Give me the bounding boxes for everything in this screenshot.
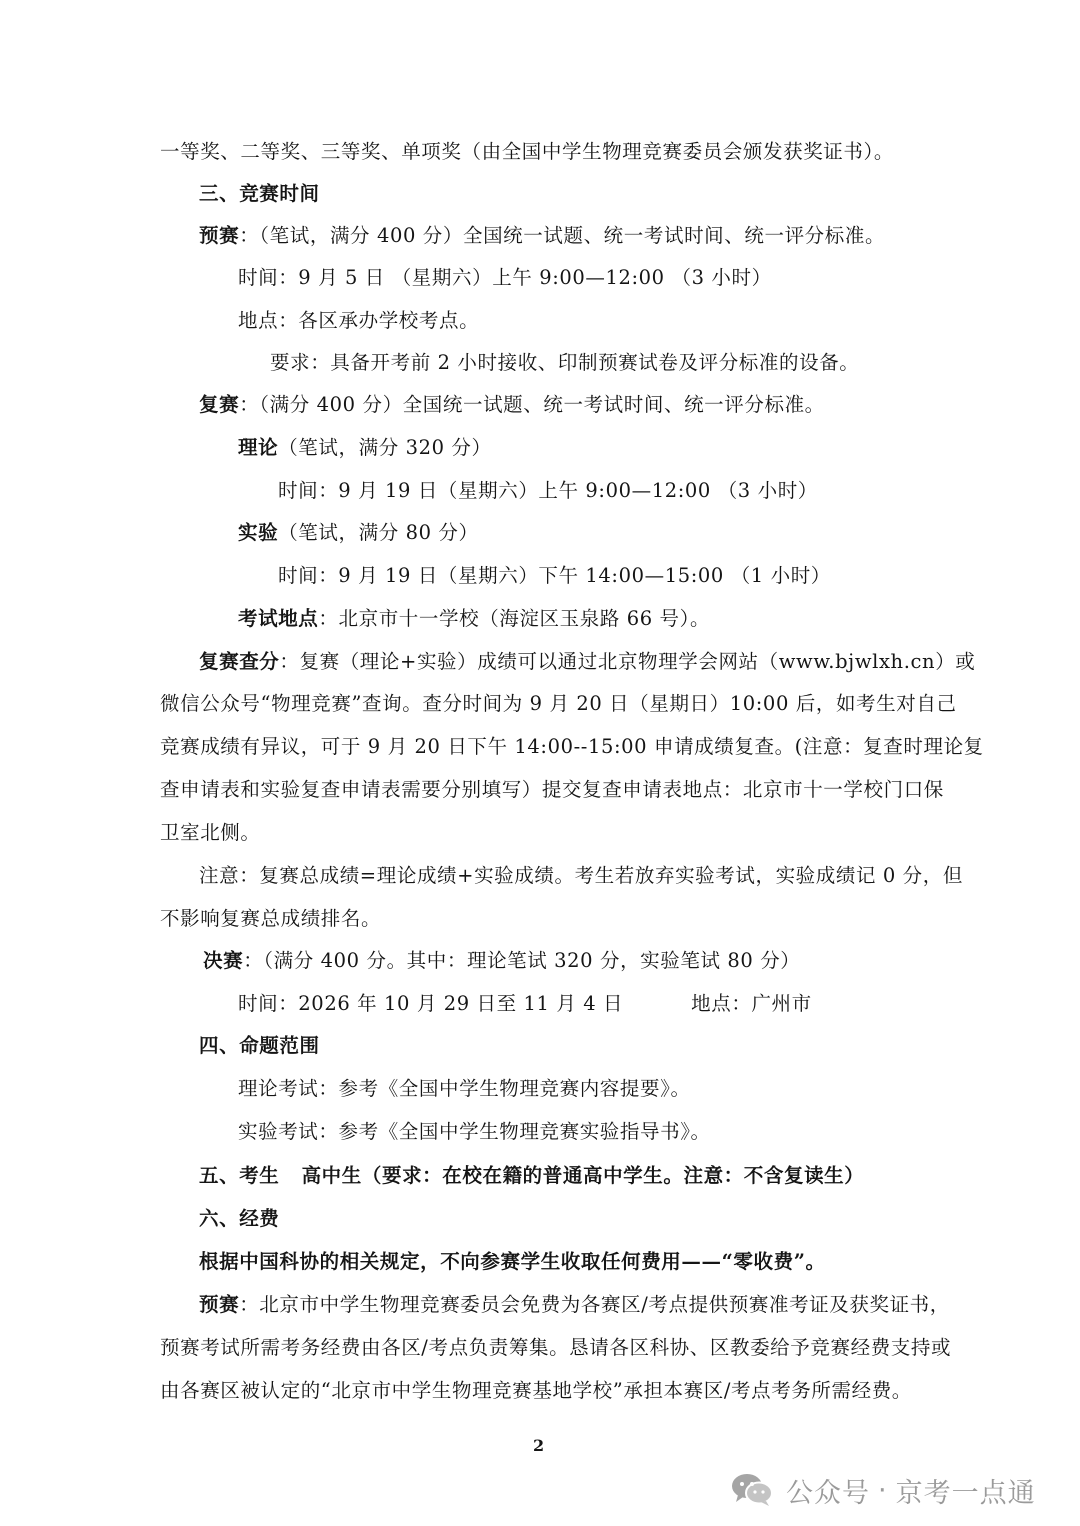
text-line: 查申请表和实验复查申请表需要分别填写）提交复查申请表地点：北京市十一学校门口保 — [160, 778, 944, 801]
text-line: 理论（笔试，满分 320 分） — [238, 436, 492, 459]
text-line: 时间：2026 年 10 月 29 日至 11 月 4 日 地点：广州市 — [238, 992, 812, 1015]
text-line: 不影响复赛总成绩排名。 — [160, 907, 382, 930]
text-line: 由各赛区被认定的“北京市中学生物理竞赛基地学校”承担本赛区/考点考务所需经费。 — [160, 1379, 912, 1402]
page-number: 2 — [533, 1436, 545, 1455]
text-line: 理论考试：参考《全国中学生物理竞赛内容提要》。 — [238, 1077, 691, 1100]
watermark-label: 公众号 — [786, 1477, 870, 1509]
section-heading: 四、命题范围 — [199, 1034, 320, 1057]
text-line: 时间：9 月 19 日（星期六）上午 9:00—12:00 （3 小时） — [278, 479, 818, 502]
text-line: 预赛：北京市中学生物理竞赛委员会免费为各赛区/考点提供预赛准考证及获奖证书， — [199, 1293, 950, 1316]
text-line: 实验考试：参考《全国中学生物理竞赛实验指导书》。 — [238, 1120, 711, 1143]
text-line: 一等奖、二等奖、三等奖、单项奖（由全国中学生物理竞赛委员会颁发获奖证书）。 — [160, 140, 894, 163]
watermark — [730, 1470, 1036, 1510]
text-line: 实验（笔试，满分 80 分） — [238, 521, 479, 544]
text-line: 要求：具备开考前 2 小时接收、印制预赛试卷及评分标准的设备。 — [270, 351, 860, 374]
text-line: 卫室北侧。 — [160, 821, 261, 844]
text-line: 复赛查分：复赛（理论+实验）成绩可以通过北京物理学会网站（www.bjwlxh.cn）或 — [199, 650, 976, 673]
text-line: 复赛：（满分 400 分）全国统一试题、统一考试时间、统一评分标准。 — [199, 393, 825, 416]
section-heading: 五、考生 高中生（要求：在校在籍的普通高中学生。注意：不含复读生） — [199, 1164, 865, 1187]
text-line: 考试地点：北京市十一学校（海淀区玉泉路 66 号）。 — [238, 607, 711, 630]
section-heading: 三、竞赛时间 — [199, 182, 320, 205]
section-heading: 六、经费 — [199, 1207, 280, 1230]
watermark-account: 京考一点通 — [895, 1477, 1036, 1509]
text-line: 时间：9 月 5 日 （星期六）上午 9:00—12:00 （3 小时） — [238, 266, 772, 289]
text-line: 竞赛成绩有异议，可于 9 月 20 日下午 14:00--15:00 申请成绩复查。(注意：复查时理论复 — [160, 735, 984, 758]
text-line: 预赛考试所需考务经费由各区/考点负责筹集。恳请各区科协、区教委给予竞赛经费支持或 — [160, 1336, 952, 1359]
text-line: 决赛：（满分 400 分。其中：理论笔试 320 分，实验笔试 80 分） — [203, 949, 801, 972]
text-line: 微信公众号“物理竞赛”查询。查分时间为 9 月 20 日（星期日）10:00 后，如考生对自己 — [160, 692, 957, 715]
wechat-icon — [730, 1472, 774, 1508]
watermark-separator: · — [878, 1474, 888, 1506]
text-line: 根据中国科协的相关规定，不向参赛学生收取任何费用——“零收费”。 — [199, 1250, 826, 1273]
text-line: 注意：复赛总成绩=理论成绩+实验成绩。考生若放弃实验考试，实验成绩记 0 分，但 — [199, 864, 963, 887]
text-line: 预赛：（笔试，满分 400 分）全国统一试题、统一考试时间、统一评分标准。 — [199, 224, 886, 247]
text-line: 地点：各区承办学校考点。 — [238, 309, 480, 332]
text-line: 时间：9 月 19 日（星期六）下午 14:00—15:00 （1 小时） — [278, 564, 831, 587]
